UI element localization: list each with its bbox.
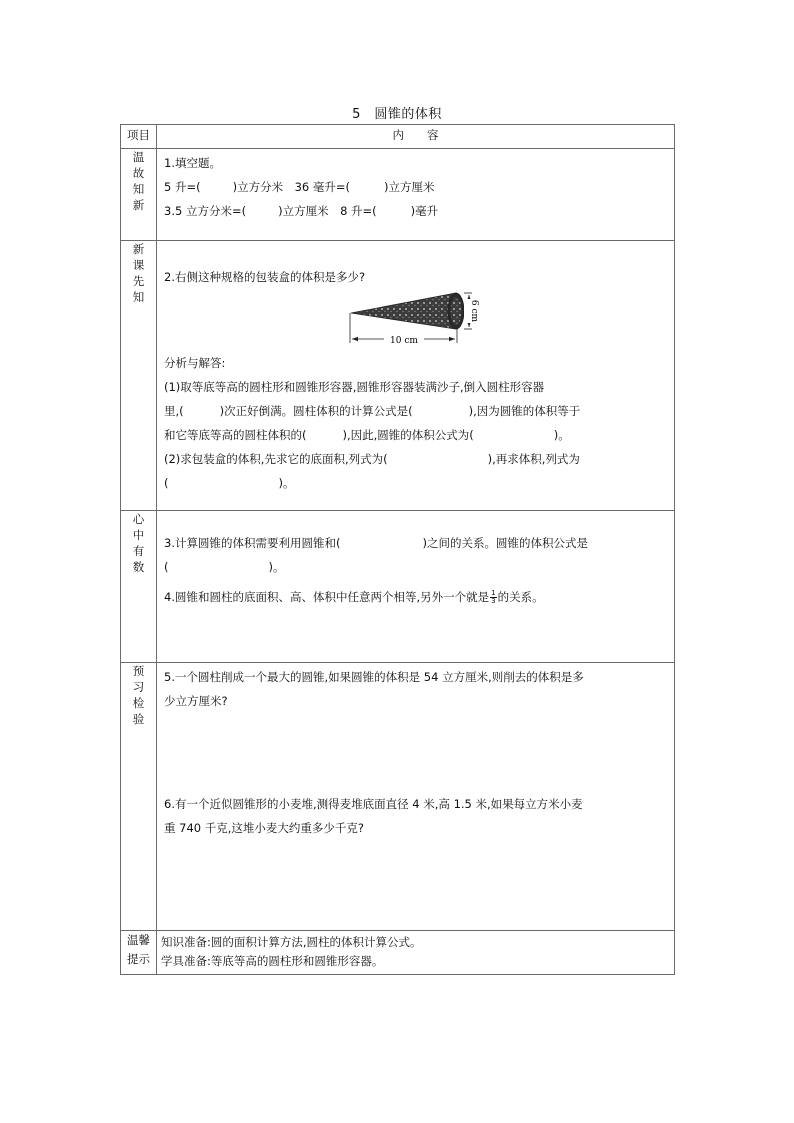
page-title: 5 圆锥的体积 [352, 107, 442, 122]
analysis-line-5: ( )。 [164, 476, 295, 490]
cone-box-figure [164, 289, 668, 345]
question-5-line-2: 少立方厘米? [164, 694, 228, 708]
cone-box-illustration [164, 289, 674, 347]
section-xinke [121, 241, 675, 511]
section-label-tips: 温馨 提示 [121, 931, 157, 975]
question-4: 4.圆锥和圆柱的底面积、高、体积中任意两个相等,另外一个就是 $\frac{1}{3}$ 的关系。 [164, 589, 544, 605]
section-xinzhong [121, 511, 675, 663]
section-label-xinke [121, 241, 157, 511]
section-wengu [121, 149, 675, 241]
vertical-label: 心 中 有 数 [132, 512, 145, 574]
section-label-yuxi [121, 663, 157, 931]
header-item-col: 项目 [121, 125, 157, 149]
answer-space-q5[interactable] [164, 713, 668, 792]
vertical-label: 温 故 知 新 [132, 150, 145, 212]
fill-line-2: 3.5 立方分米=( )立方厘米 8 升=( )毫升 [164, 204, 439, 218]
fraction-one-third: $\frac{1}{3}$ [491, 589, 496, 605]
vertical-label: 新 课 先 知 [132, 242, 145, 304]
question-3-line-1: 3.计算圆锥的体积需要利用圆锥和( )之间的关系。圆锥的体积公式是 [164, 536, 588, 550]
tip-knowledge: 知识准备:圆的面积计算方法,圆柱的体积计算公式。 [161, 935, 422, 949]
analysis-line-3: 和它等底等高的圆柱体积的( ),因此,圆锥的体积公式为( )。 [164, 428, 570, 442]
analysis-line-4: (2)求包装盒的体积,先求它的底面积,列式为( ),再求体积,列式为 [164, 452, 580, 466]
section-label-xinzhong [121, 511, 157, 663]
worksheet-table [120, 124, 675, 975]
question-5-line-1: 5.一个圆柱削成一个最大的圆锥,如果圆锥的体积是 54 立方厘米,则削去的体积是多 [164, 670, 584, 684]
tip-tools: 学具准备:等底等高的圆柱形和圆锥形容器。 [161, 954, 384, 968]
question-6-line-1: 6.有一个近似圆锥形的小麦堆,测得麦堆底面直径 4 米,高 1.5 米,如果每立方米小麦 [164, 797, 583, 811]
analysis-heading: 分析与解答: [164, 356, 226, 370]
question-1-title: 1.填空题。 [164, 156, 221, 170]
header-row [121, 125, 675, 149]
question-6-line-2: 重 740 千克,这堆小麦大约重多少千克? [164, 821, 365, 835]
vertical-label: 预 习 检 验 [132, 664, 145, 726]
section-yuxi [121, 663, 675, 931]
length-label: 10 cm [390, 336, 418, 346]
question-2: 2.右侧这种规格的包装盒的体积是多少? [164, 270, 366, 284]
header-content-col: 内 容 [157, 125, 675, 149]
cone-shape [351, 293, 464, 329]
analysis-line-2: 里,( )次正好倒满。圆柱体积的计算公式是( ),因为圆锥的体积等于 [164, 404, 581, 418]
diameter-label: 6 cm [469, 299, 479, 323]
section-label-wengu [121, 149, 157, 241]
section-tips [121, 931, 675, 975]
question-3-line-2: ( )。 [164, 560, 285, 574]
fill-line-1: 5 升=( )立方分米 36 毫升=( )立方厘米 [164, 180, 435, 194]
analysis-line-1: (1)取等底等高的圆柱形和圆锥形容器,圆锥形容器装满沙子,倒入圆柱形容器 [164, 380, 545, 394]
